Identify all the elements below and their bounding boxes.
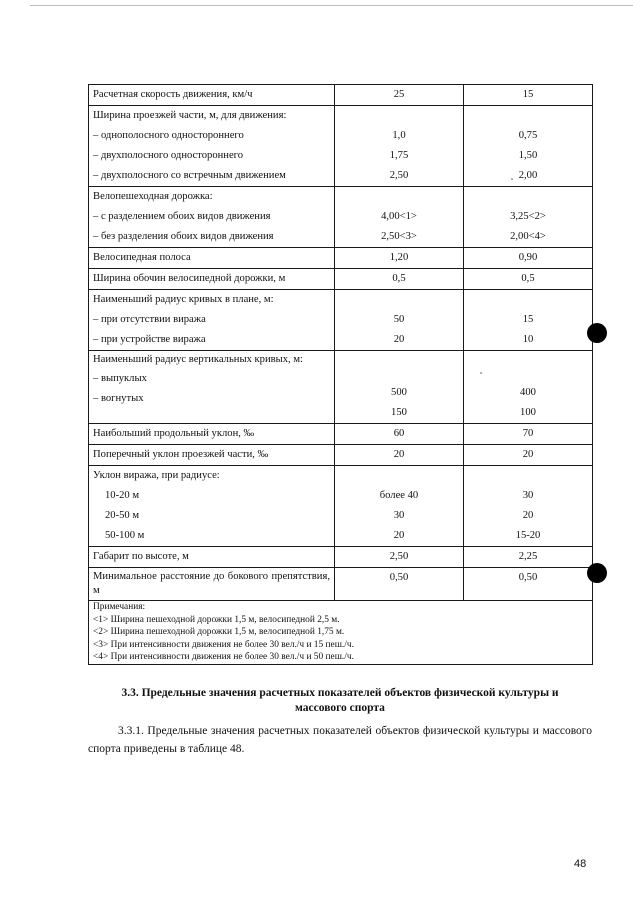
value-cell: 150 — [391, 407, 407, 418]
row-label: – при устройстве виража — [93, 334, 206, 345]
value-cell: 15 — [522, 314, 534, 325]
table-row-plan-radius — [89, 290, 593, 351]
value-cell: 400 — [520, 387, 536, 398]
value-cell: 25 — [335, 85, 464, 106]
value-cell: 0,90 — [464, 248, 593, 269]
value-cell: 0,50 — [335, 568, 464, 601]
value-cell: 2,50<3> — [381, 231, 417, 242]
row-label: – однополосного одностороннего — [93, 130, 244, 141]
value-cell: 20 — [393, 530, 405, 541]
value-cell: 2,50 — [389, 170, 409, 181]
note-item: <3> При интенсивности движения не более 30 вел./ч и 15 пеш./ч. — [93, 639, 354, 650]
value-cell: 70 — [464, 424, 593, 445]
value-cell: 0,50 — [464, 568, 593, 601]
row-group-title: Уклон виража, при радиусе: — [93, 470, 220, 481]
row-label: – при отсутствии виража — [93, 314, 206, 325]
value-cell: 60 — [335, 424, 464, 445]
row-label: Расчетная скорость движения, км/ч — [93, 89, 253, 100]
value-cell: 10 — [522, 334, 534, 345]
value-cell: более 40 — [379, 490, 419, 501]
row-label: 20-50 м — [105, 510, 140, 521]
value-cell: 1,20 — [335, 248, 464, 269]
row-label: Велосипедная полоса — [93, 252, 191, 263]
table-row-obstacle — [89, 568, 593, 601]
value-cell: 3,25<2> — [510, 211, 546, 222]
row-label: 50-100 м — [105, 530, 145, 541]
table-row-carriageway — [89, 106, 593, 187]
row-label: Поперечный уклон проезжей части, ‰ — [93, 449, 269, 460]
bike-path-parameters-table — [88, 84, 593, 665]
scan-edge-line — [30, 5, 633, 6]
value-cell: 20 — [464, 445, 593, 466]
section-paragraph: 3.3.1. Предельные значения расчетных показателей объектов физической культуры и массового спорта приведены в таблице 48. — [88, 725, 592, 755]
value-cell: 30 — [393, 510, 405, 521]
value-cell: 0,5 — [464, 269, 593, 290]
value-cell: 20 — [522, 510, 534, 521]
table-row-bank — [89, 466, 593, 547]
row-label: Ширина обочин велосипедной дорожки, м — [93, 273, 286, 284]
value-cell: 1,0 — [392, 130, 406, 141]
value-cell: 15-20 — [515, 530, 541, 541]
value-cell: 0,75 — [518, 130, 538, 141]
table-row-shoulder — [89, 269, 593, 290]
value-cell: 2,25 — [464, 547, 593, 568]
scan-speck — [480, 372, 482, 374]
row-label: 10-20 м — [105, 490, 140, 501]
note-item: <2> Ширина пешеходной дорожки 1,5 м, велосипедной 1,75 м. — [93, 627, 345, 637]
row-label: – двухполосного со встречным движением — [93, 170, 286, 181]
table-row-long-slope — [89, 424, 593, 445]
value-cell: 20 — [393, 334, 405, 345]
table-row-bikelane — [89, 248, 593, 269]
value-cell: 1,50 — [518, 150, 538, 161]
value-cell: 20 — [335, 445, 464, 466]
value-cell: 2,00 — [518, 170, 538, 181]
row-label: – двухполосного одностороннего — [93, 150, 244, 161]
table-row-bikeped — [89, 187, 593, 248]
table-row-cross-slope — [89, 445, 593, 466]
table-row-notes — [89, 601, 593, 665]
section-title: 3.3. Предельные значения расчетных показателей объектов физической культуры и массового спорта — [121, 687, 559, 714]
row-group-title: Наименьший радиус кривых в плане, м: — [93, 294, 274, 305]
value-cell: 30 — [522, 490, 534, 501]
note-item: <1> Ширина пешеходной дорожки 1,5 м, велосипедной 2,5 м. — [93, 614, 340, 625]
table-row-vert-radius — [89, 351, 593, 424]
value-cell: 500 — [391, 387, 407, 398]
value-cell: 1,75 — [389, 150, 409, 161]
value-cell: 0,5 — [335, 269, 464, 290]
value-cell: 2,00<4> — [510, 231, 546, 242]
notes-title: Примечания: — [93, 602, 146, 612]
row-group-title: Велопешеходная дорожка: — [93, 191, 213, 202]
value-cell: 4,00<1> — [381, 211, 417, 222]
binder-hole-icon — [587, 563, 607, 583]
row-label: – с разделением обоих видов движения — [93, 211, 271, 222]
row-group-title: Ширина проезжей части, м, для движения: — [93, 110, 287, 121]
value-cell: 50 — [393, 314, 405, 325]
row-label: Габарит по высоте, м — [93, 551, 189, 562]
value-cell: 100 — [520, 407, 536, 418]
row-label: – выпуклых — [93, 373, 147, 384]
value-cell: 2,50 — [335, 547, 464, 568]
table-row-speed — [89, 85, 593, 106]
row-group-title: Наименьший радиус вертикальных кривых, м: — [93, 354, 303, 365]
scan-speck — [511, 178, 513, 180]
note-item: <4> При интенсивности движения не более 30 вел./ч и 50 пеш./ч. — [93, 652, 354, 662]
row-label: – без разделения обоих видов движения — [93, 231, 274, 242]
binder-hole-icon — [587, 323, 607, 343]
row-label: – вогнутых — [93, 393, 144, 404]
value-cell: 15 — [464, 85, 593, 106]
row-label: Минимальное расстояние до бокового препятствия, м — [93, 571, 330, 596]
table-row-clearance — [89, 547, 593, 568]
row-label: Наибольший продольный уклон, ‰ — [93, 428, 255, 439]
page-number: 48 — [574, 858, 587, 870]
